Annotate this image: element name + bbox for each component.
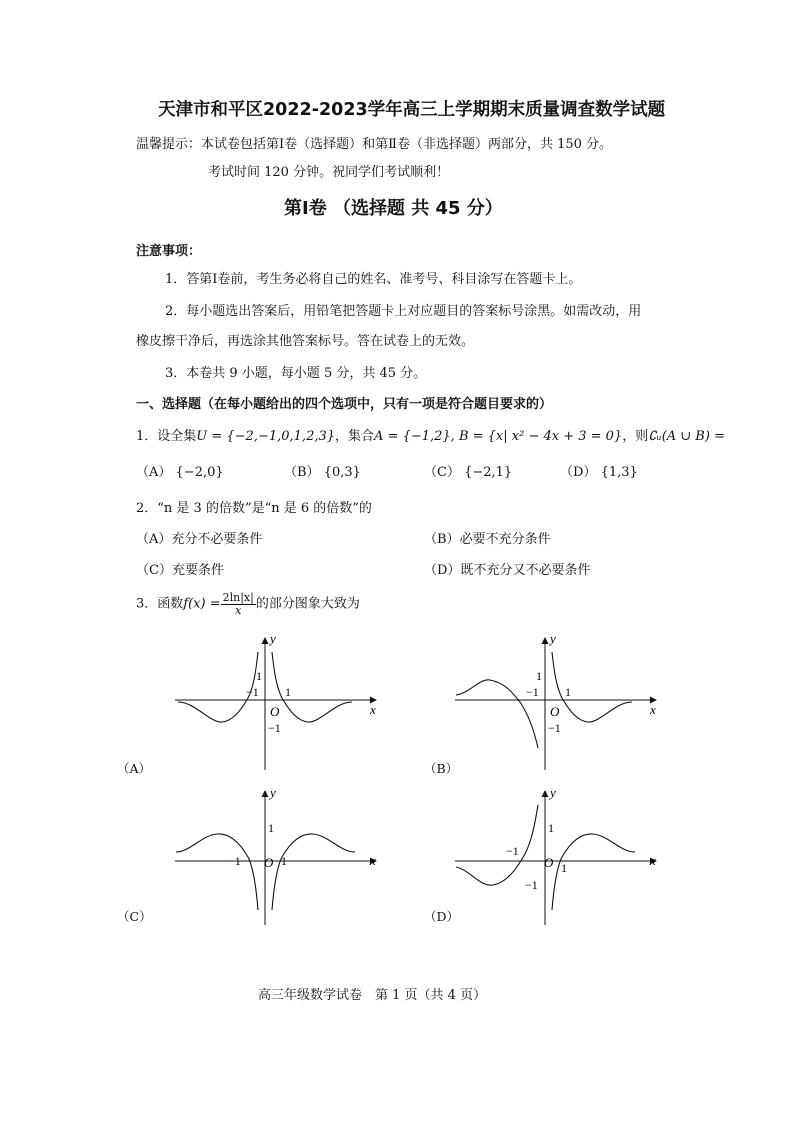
graph-b	[450, 630, 662, 775]
tick-label-1-x: 1	[565, 685, 571, 699]
curve-right	[272, 652, 352, 722]
x-label: x	[370, 853, 376, 868]
note-item-2: 2．每小题选出答案后，用铅笔把答题卡上对应题目的答案标号涂黑。如需改动，用	[165, 304, 642, 319]
graph-a-label: （A）	[117, 761, 152, 776]
tick-label-neg1: −1	[526, 685, 539, 699]
option-label: （B）	[424, 532, 460, 547]
option-value: {−2,0}	[175, 465, 224, 480]
graph-c	[170, 785, 382, 930]
tick-label-1-x: 1	[281, 854, 287, 868]
q1-option-d	[560, 461, 638, 480]
y-label: y	[270, 785, 276, 800]
x-label: x	[650, 853, 656, 868]
option-value: {0,3}	[323, 465, 361, 480]
tick-label-neg1: −1	[228, 854, 241, 868]
option-label: （C）	[136, 563, 172, 578]
graph-b-label: （B）	[424, 761, 459, 776]
graph-d-label: （D）	[424, 909, 460, 924]
note-item-1: 1．答第Ⅰ卷前，考生务必将自己的姓名、准考号、科目涂写在答题卡上。	[165, 272, 582, 287]
q3-stem-a: 3．函数	[136, 596, 184, 612]
option-label: （A）	[136, 532, 172, 547]
question-2-stem: 2．“n 是 3 的倍数”是“n 是 6 的倍数”的	[136, 501, 372, 516]
y-label: y	[550, 785, 556, 800]
y-label: y	[550, 631, 556, 646]
fraction-numerator: 2ln|x|	[222, 591, 254, 604]
q3-fraction	[221, 592, 256, 616]
option-label: （D）	[424, 563, 461, 578]
note-item-3: 3．本卷共 9 小题，每小题 5 分，共 45 分。	[165, 366, 427, 381]
notes-heading: 注意事项：	[136, 244, 202, 259]
note-item-2-continued: 橡皮擦干净后，再选涂其他答案标号。答在试卷上的无效。	[136, 334, 475, 349]
option-value: 充分不必要条件	[171, 532, 263, 547]
graph-d	[450, 785, 662, 930]
q1-stem-c: ，则	[622, 429, 649, 444]
option-value: 必要不充分条件	[459, 532, 551, 547]
y-label: y	[270, 631, 276, 646]
q2-option-d	[424, 559, 590, 578]
q2-option-c	[136, 559, 224, 578]
curve-right	[552, 652, 632, 722]
q1-expression: ∁ᵤ(A ∪ B) =	[648, 429, 725, 444]
option-label: （D）	[560, 465, 597, 480]
tick-label-1: 1	[256, 669, 262, 683]
fraction-denominator: x	[235, 603, 242, 617]
q3-function: f(x) =	[183, 596, 221, 612]
q1-option-b	[284, 461, 361, 480]
tick-label-neg1: −1	[246, 685, 259, 699]
option-label: （A）	[136, 465, 172, 480]
q3-stem-b: 的部分图象大致为	[255, 596, 360, 612]
q2-option-a	[136, 528, 262, 547]
origin-label: O	[544, 855, 554, 870]
graph-a	[170, 630, 382, 775]
tick-label-neg1-y: −1	[268, 721, 281, 735]
question-3-stem	[136, 592, 360, 616]
curve-right	[272, 834, 355, 910]
tick-label-1: 1	[268, 821, 274, 835]
option-value: 既不充分又不必要条件	[460, 563, 591, 578]
curve-left	[176, 834, 258, 910]
option-value: {−2,1}	[464, 465, 513, 480]
question-1-stem	[136, 425, 725, 444]
origin-label: O	[264, 855, 274, 870]
origin-label: O	[550, 704, 560, 719]
origin-label: O	[270, 704, 280, 719]
page-footer: 高三年级数学试卷 第 1 页（共 4 页）	[258, 988, 487, 1003]
tick-label-neg1-y: −1	[525, 878, 538, 892]
section-title: 第Ⅰ卷 （选择题 共 45 分）	[284, 198, 503, 219]
graph-c-label: （C）	[117, 909, 152, 924]
q2-option-b	[424, 528, 551, 547]
tick-label-neg1-y: −1	[548, 721, 561, 735]
curve-left	[456, 805, 538, 885]
x-label: x	[370, 702, 376, 717]
x-label: x	[650, 702, 656, 717]
q1-option-c	[424, 461, 512, 480]
exam-tip-line-2: 考试时间 120 分钟。祝同学们考试顺利！	[208, 165, 450, 180]
option-label: （B）	[284, 465, 320, 480]
tick-label-1: 1	[548, 821, 554, 835]
q1-option-a	[136, 461, 224, 480]
page-title: 天津市和平区2022-2023学年高三上学期期末质量调查数学试题	[158, 100, 666, 120]
q1-sets-a-b: A = {−1,2}, B = {x| x² − 4x + 3 = 0}	[374, 429, 623, 444]
part1-heading: 一、选择题（在每小题给出的四个选项中，只有一项是符合题目要求的）	[136, 397, 553, 412]
q1-stem-a: 1．设全集	[136, 429, 197, 444]
q1-universal-set: U = {−2,−1,0,1,2,3}	[196, 429, 336, 444]
tick-label-1-x: 1	[561, 861, 567, 875]
q1-stem-b: ，集合	[335, 429, 375, 444]
option-value: 充要条件	[171, 563, 224, 578]
option-label: （C）	[424, 465, 460, 480]
exam-tip-line-1: 温馨提示：本试卷包括第Ⅰ卷（选择题）和第Ⅱ卷（非选择题）两部分，共 150 分。	[136, 137, 613, 152]
option-value: {1,3}	[600, 465, 638, 480]
tick-label-neg1: −1	[506, 844, 519, 858]
tick-label-1-x: 1	[285, 685, 291, 699]
tick-label-1: 1	[536, 669, 542, 683]
